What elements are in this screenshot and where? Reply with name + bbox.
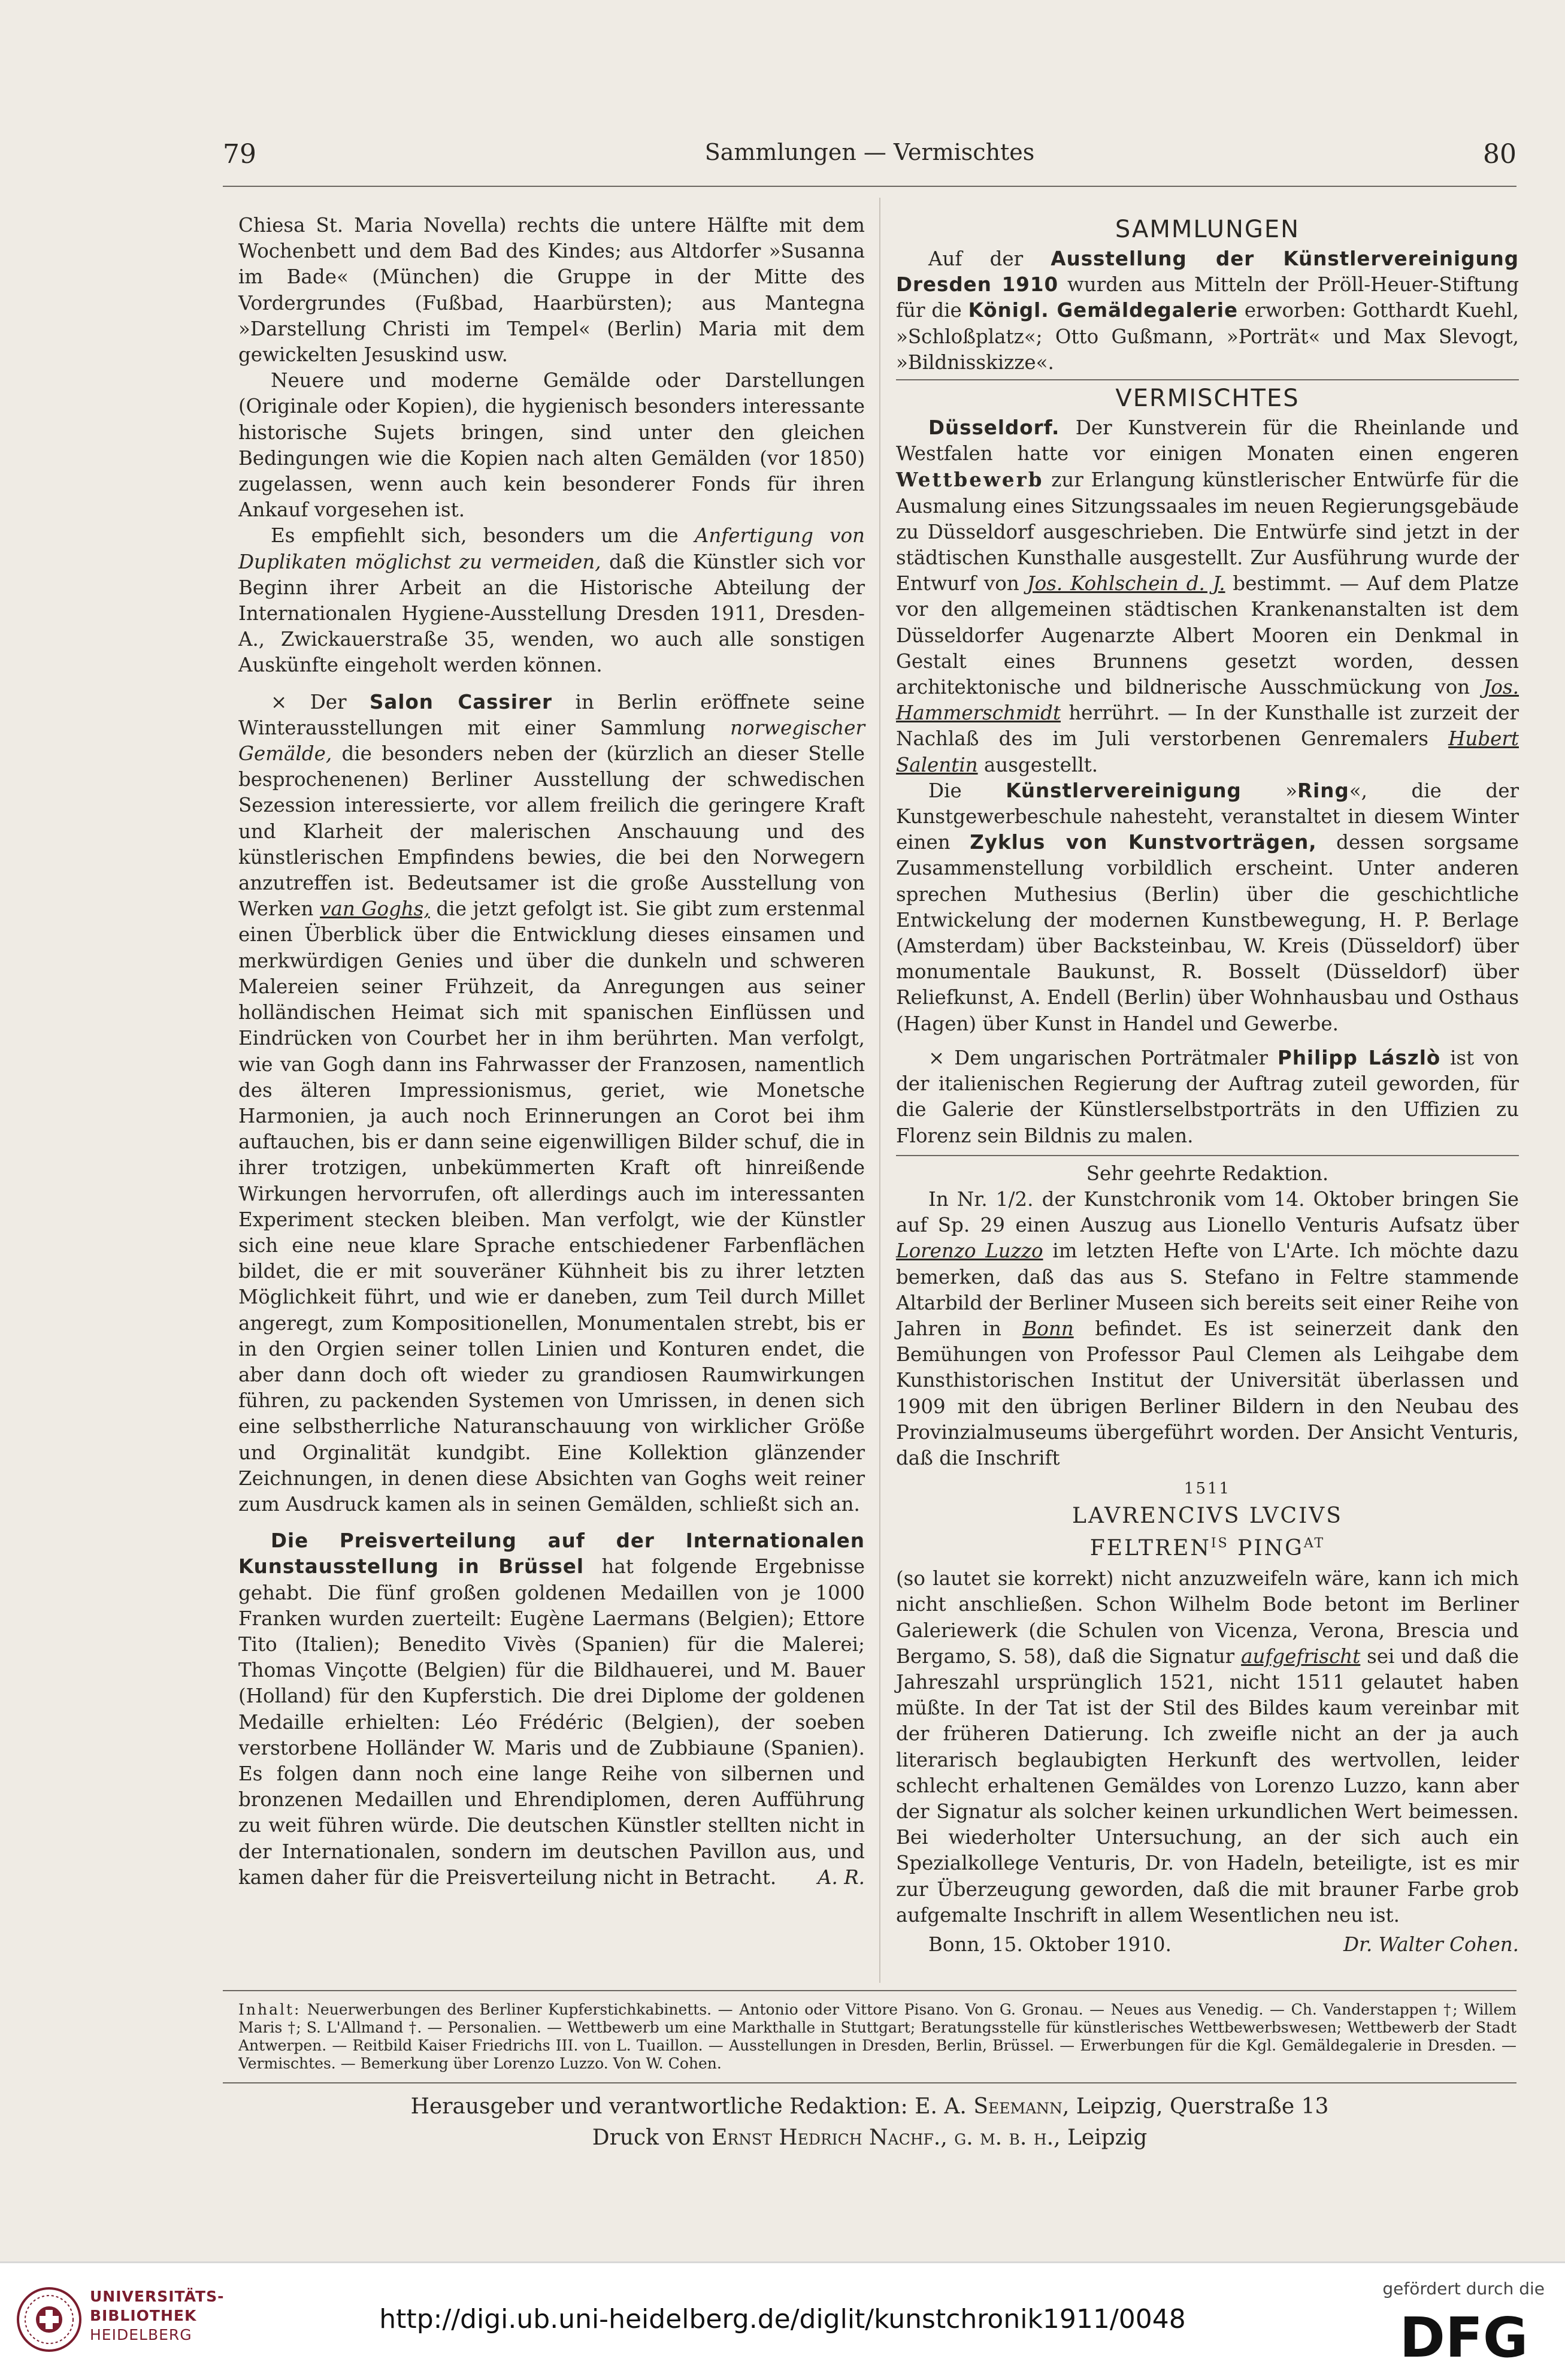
section-rule bbox=[896, 379, 1519, 380]
paragraph-preisverteilung: Die Preisverteilung auf der Internationalen Kunstausstellung in Brüssel hat folgende Ergebnisse gehabt. Die fünf großen goldenen Medaillen von je 1000 Franken wurden zuerteilt: Eugène Laermans (Belgien); Ettore Tito (Italien); Benedito Vivès (Spanien) für die Malerei; Thomas Vinçotte (Belgien) für die Bildhauerei, und M. Bauer (Holland) für den Kupferstich. Die drei Diplome der goldenen Medaille erhielten: Léo Frédéric (Belgien), der soeben verstorbene Holländer W. Maris und de Zubbiaune (Spanien). Es folgen dann noch eine lange Reihe von silbernen und bronzenen Medaillen und Ehrendiplomen, deren Aufführung zu weit führen würde. Die deutschen Künstler stellten nicht in der Internationalen, sondern im deutschen Pavillon aus, und kamen daher für die Preisverteilung nicht in Betracht. bbox=[238, 1529, 865, 1889]
running-title: Sammlungen — Vermischtes bbox=[704, 139, 1035, 165]
viewer-footer bbox=[0, 2261, 1565, 2380]
table-of-contents bbox=[238, 2001, 1516, 2073]
inscription-line: $FELTREN^{IS}$ $PING^{AT}$ bbox=[1089, 1536, 1325, 1561]
paragraph: Es empfiehlt sich, besonders um die Anfertigung von Duplikaten möglichst zu vermeiden, daß die Künstler sich vor Beginn ihrer Arbeit an die Historische Abteilung der Internationalen Hygiene-Ausstellung Dresden 1911, Dresden-A., Zwickauerstraße 35, wenden, wo auch alle sonstigen Auskünfte eingeholt werden können. bbox=[238, 524, 865, 677]
inscription-year: 1511 bbox=[1183, 1480, 1231, 1498]
section-title-sammlungen: SAMMLUNGEN bbox=[1115, 216, 1300, 243]
paragraph-laszlo: × Dem ungarischen Porträtmaler Philipp Lászlò ist von der italienischen Regierung der Auftrag zuteil geworden, für die Galerie der Künstlerselbstporträts in den Uffizien zu Florenz sein Bildnis zu malen. bbox=[896, 1046, 1519, 1147]
imprint-publisher: Herausgeber und verantwortliche Redaktion: E. A. Seemann, Leipzig, Querstraße 13 bbox=[410, 2094, 1329, 2119]
paragraph: Chiesa St. Maria Novella) rechts die untere Hälfte mit dem Wochenbett und dem Bad des Kindes; aus Altdorfer »Susanna im Bade« (München) die Gruppe in der Mitte des Vordergrundes (Fußbad, Haarbürsten); aus Mantegna »Darstellung Christi im Tempel« (Berlin) Maria mit dem gewickelten Jesuskind usw. bbox=[238, 214, 865, 367]
dfg-logo-icon bbox=[1383, 2306, 1545, 2364]
paragraph-ring: Die Künstlervereinigung »Ring«, die der Kunstgewerbeschule nahesteht, veranstaltet in diesem Winter einen Zyklus von Kunstvorträgen, dessen sorgsame Zusammenstellung vorbildlich erscheint. Unter anderen sprechen Muthesius (Berlin) über die geschichtliche Entwickelung der modernen Kunstbewegung, H. P. Berlage (Amsterdam) über Backsteinbau, W. Kreis (Düsseldorf) über monumentale Baukunst, R. Bosselt (Düsseldorf) über Reliefkunst, A. Endell (Berlin) über Wohnhausbau und Osthaus (Hagen) über Kunst in Handel und Gewerbe. bbox=[896, 779, 1519, 1035]
section-title-vermischtes: VERMISCHTES bbox=[1115, 385, 1300, 413]
funding-note: gefördert durch die bbox=[1382, 2279, 1545, 2299]
column-divider bbox=[879, 198, 880, 1983]
toc-label: Inhalt: bbox=[238, 2001, 301, 2018]
inscription-line: LAVRENCIVS LVCIVS bbox=[1072, 1504, 1343, 1529]
paragraph-duesseldorf: Düsseldorf. Der Kunstverein für die Rheinlande und Westfalen hatte vor einigen Monaten einen engeren Wettbewerb zur Erlangung künstlerischer Entwürfe für die Ausmalung eines Sitzungssaales im neuen Regierungsgebäude zu Düsseldorf ausgeschrieben. Die Entwürfe sind jetzt in der städtischen Kunsthalle ausgestellt. Zur Ausführung wurde der Entwurf von Jos. Kohlschein d. J. bestimmt. — Auf dem Platze vor den allgemeinen städtischen Krankenanstalten ist dem Düsseldorfer Augenarzte Albert Mooren ein Denkmal in Gestalt eines Brunnens gesetzt worden, dessen architektonische und bildnerische Ausschmückung von Jos. Hammerschmidt herrührt. — In der Kunsthalle ist zurzeit der Nachlaß des im Juli verstorbenen Genremalers Hubert Salentin ausgestellt. bbox=[896, 416, 1519, 776]
letter-signature bbox=[896, 1932, 1519, 1958]
toc-rule bbox=[223, 1990, 1516, 1991]
header-rule bbox=[223, 186, 1516, 187]
paragraph: Auf der Ausstellung der Künstlervereinigung Dresden 1910 wurden aus Mitteln der Pröll-Heuer-Stiftung für die Königl. Gemäldegalerie erworben: Gotthardt Kuehl, »Schloßplatz«; Otto Gußmann, »Porträt« und Max Slevogt, »Bildnisskizze«. bbox=[896, 247, 1519, 374]
permalink-url[interactable]: http://digi.ub.uni-heidelberg.de/diglit/kunstchronik1911/0048 bbox=[379, 2304, 1186, 2334]
letter-paragraph: In Nr. 1/2. der Kunstchronik vom 14. Oktober bringen Sie auf Sp. 29 einen Auszug aus Lionello Venturis Aufsatz über Lorenzo Luzzo im letzten Hefte von L'Arte. Ich möchte dazu bemerken, daß das aus S. Stefano in Feltre stammende Altarbild der Berliner Museen sich bereits seit einer Reihe von Jahren in Bonn befindet. Es ist seinerzeit dank den Bemühungen von Professor Paul Clemen als Leihgabe dem Kunsthistorischen Institut der Universität überlassen und 1909 mit den übrigen Berliner Bildern in den Neubau des Provinzialmuseums übergeführt worden. Der Ansicht Venturis, daß die Inschrift bbox=[896, 1187, 1519, 1469]
imprint-printer: Druck von Ernst Hedrich Nachf., g. m. b. h., Leipzig bbox=[592, 2125, 1148, 2150]
imprint-rule bbox=[223, 2082, 1516, 2083]
left-column bbox=[238, 213, 865, 1891]
svg-text:DFG: DFG bbox=[1399, 2306, 1528, 2364]
letter-place-date: Bonn, 15. Oktober 1910. bbox=[928, 1933, 1172, 1956]
running-head bbox=[223, 139, 1516, 175]
section-rule bbox=[896, 1155, 1519, 1156]
letter-salutation: Sehr geehrte Redaktion. bbox=[1086, 1162, 1329, 1185]
page-number-right: 80 bbox=[1483, 139, 1516, 170]
paragraph-salon-cassirer: × Der Salon Cassirer in Berlin eröffnete seine Winterausstellungen mit einer Sammlung norwegischer Gemälde, die besonders neben der (kürzlich an dieser Stelle besprochenenen) Berliner Ausstellung der schwedischen Sezession interessierte, vor allem freilich die geringere Kraft und Klarheit der malerischen Anschauung und des künstlerischen Empfindens bewies, die bei den Norwegern anzutreffen ist. Bedeutsamer ist die große Ausstellung von Werken van Goghs, die jetzt gefolgt ist. Sie gibt zum erstenmal einen Überblick über die Entwicklung dieses einsamen und merkwürdigen Genies und über die dunkeln und schweren Malereien seiner Frühzeit, da Anregungen aus seiner holländischen Heimat sich mit spanischen Einflüssen und Eindrücken von Courbet her in ihm berührten. Man verfolgt, wie van Gogh dann ins Fahrwasser der Franzosen, namentlich des älteren Impressionismus, geriet, wie Monetsche Harmonien, ja auch noch Erinnerungen an Corot bei ihm auftauchen, bis er dann seine eigenwilligen Bilder schuf, die in ihrer trotzigen, unbekümmerten Kraft oft hinreißende Wirkungen hervorrufen, oft allerdings auch im interessanten Experiment stecken bleiben. Man verfolgt, wie der Künstler sich eine neue klare Sprache entschiedener Farbenflächen bildet, die er mit souveräner Kühnheit bis zu ihrer letzten Möglichkeit führt, und wie er daneben, zum Teil durch Millet angeregt, zum Kompositionellen, Monumentalen strebt, bis er in den Orgien seiner tollen Linien und Konturen endet, die aber dann doch oft wieder zu grandiosen Raumwirkungen führen, zu packenden Systemen von Umrissen, in denen sich eine selbstherrliche Naturanschauung von wirklicher Größe und Orginalität kundgibt. Eine Kollektion glänzender Zeichnungen, in denen diese Absichten van Goghs weit reiner zum Ausdruck kamen als in seinen Gemälden, schließt sich an. bbox=[238, 690, 865, 1516]
right-column bbox=[896, 213, 1519, 1958]
author-initials: A. R. bbox=[818, 1866, 865, 1889]
page-number-left: 79 bbox=[223, 139, 256, 170]
letter-author: Dr. Walter Cohen. bbox=[1343, 1933, 1519, 1956]
toc-text: Neuerwerbungen des Berliner Kupferstichkabinetts. — Antonio oder Vittore Pisano. Von G. Gronau. — Neues aus Venedig. — Ch. Vanderstappen †; Willem Maris †; S. L'Allmand †. — Personalien. — Wettbewerb um eine Markthalle in Stuttgart; Beratungsstelle für künstlerisches Wettbewerbswesen; Wettbewerb der Stadt Antwerpen. — Reitbild Kaiser Friedrichs III. von L. Tuaillon. — Ausstellungen in Dresden, Berlin, Brüssel. — Erwerbungen für die Kgl. Gemäldegalerie in Dresden. — Vermischtes. — Bemerkung über Lorenzo Luzzo. Von W. Cohen. bbox=[238, 2001, 1516, 2072]
letter-paragraph: (so lautet sie korrekt) nicht anzuzweifeln wäre, kann ich mich nicht anschließen. Schon Wilhelm Bode betont im Berliner Galeriewerk (die Schulen von Vicenza, Verona, Brescia und Bergamo, S. 58), daß die Signatur aufgefrischt sei und daß die Jahreszahl ursprünglich 1521, nicht 1511 gelautet haben müßte. In der Tat ist der Stil des Bildes kaum vereinbar mit der früheren Datierung. Ich zweifle nicht an der ja auch literarisch beglaubigten Herkunft des wertvollen, leider schlecht erhaltenen Gemäldes von Lorenzo Luzzo, kann aber der Signatur als solcher keinen urkundlichen Wert beimessen. Bei wiederholter Untersuchung, an der sich auch ein Spezialkollege Venturis, Dr. von Hadeln, beteiligte, ist es mir zur Überzeugung geworden, daß die mit brauner Farbe grob aufgemalte Inschrift in allem Wesentlichen neu ist. bbox=[896, 1567, 1519, 1927]
paragraph: Neuere und moderne Gemälde oder Darstellungen (Originale oder Kopien), die hygienisch besonders interessante historische Sujets bringen, sind unter den gleichen Bedingungen wie die Kopien nach alten Gemälden (vor 1850) zugelassen, wenn auch kein besonderer Fonds für ihren Ankauf vorgesehen ist. bbox=[238, 369, 865, 522]
inscription bbox=[896, 1475, 1519, 1562]
university-library-name: UNIVERSITÄTS- BIBLIOTHEK HEIDELBERG bbox=[90, 2288, 225, 2343]
